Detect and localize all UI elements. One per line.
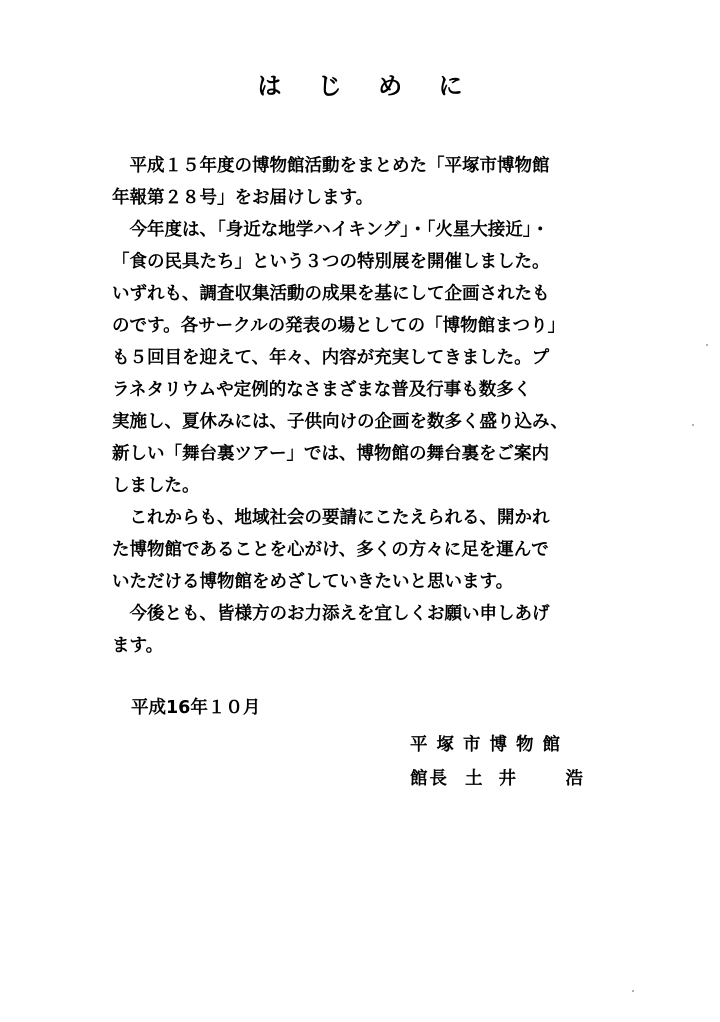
body-line: 新しい「舞台裏ツアー」では、博物館の舞台裏をご案内 bbox=[112, 444, 549, 464]
page-title: は じ め に bbox=[257, 72, 477, 100]
scan-speck bbox=[632, 990, 634, 992]
body-line: のです。各サークルの発表の場としての「博物館まつり」 bbox=[112, 316, 566, 336]
body-line: 今年度は、「身近な地学ハイキング」・「火星大接近」・ bbox=[112, 220, 549, 240]
body-line: ます。 bbox=[112, 636, 164, 656]
foreword-body bbox=[112, 150, 612, 662]
body-line: これからも、地域社会の要請にこたえられる、開かれ bbox=[112, 508, 550, 528]
body-line: た博物館であることを心がけ、多くの方々に足を運んで bbox=[112, 540, 549, 560]
body-line: しました。 bbox=[112, 476, 200, 496]
body-line: 実施し、夏休みには、子供向けの企画を数多く盛り込み、 bbox=[112, 412, 569, 432]
signature-role: 館長 bbox=[410, 769, 449, 789]
signature-block bbox=[410, 728, 599, 796]
body-line: いずれも、調査収集活動の成果を基にして企画されたも bbox=[112, 284, 550, 304]
body-line: も５回目を迎えて、年々、内容が充実してきました。プ bbox=[112, 348, 550, 368]
body-line: 平成１５年度の博物館活動をまとめた「平塚市博物館 bbox=[112, 156, 550, 176]
signature-organization: 平塚市博物館 bbox=[410, 735, 569, 755]
document-date: 平成16年１０月 bbox=[131, 698, 261, 718]
signature-director bbox=[410, 762, 599, 796]
body-line: ラネタリウムや定例的なさまざまな普及行事も数多く bbox=[112, 380, 532, 400]
body-line: いただける博物館をめざしていきたいと思います。 bbox=[112, 572, 514, 592]
body-line: 今後とも、皆様方のお力添えを宜しくお願い申しあげ bbox=[112, 604, 550, 624]
body-line: 年報第２８号」をお届けします。 bbox=[112, 188, 374, 208]
signature-name: 土井 浩 bbox=[465, 769, 599, 789]
scan-speck bbox=[706, 344, 708, 346]
scan-speck bbox=[692, 424, 694, 426]
body-line: 「食の民具たち」という３つの特別展を開催しました。 bbox=[112, 252, 550, 272]
